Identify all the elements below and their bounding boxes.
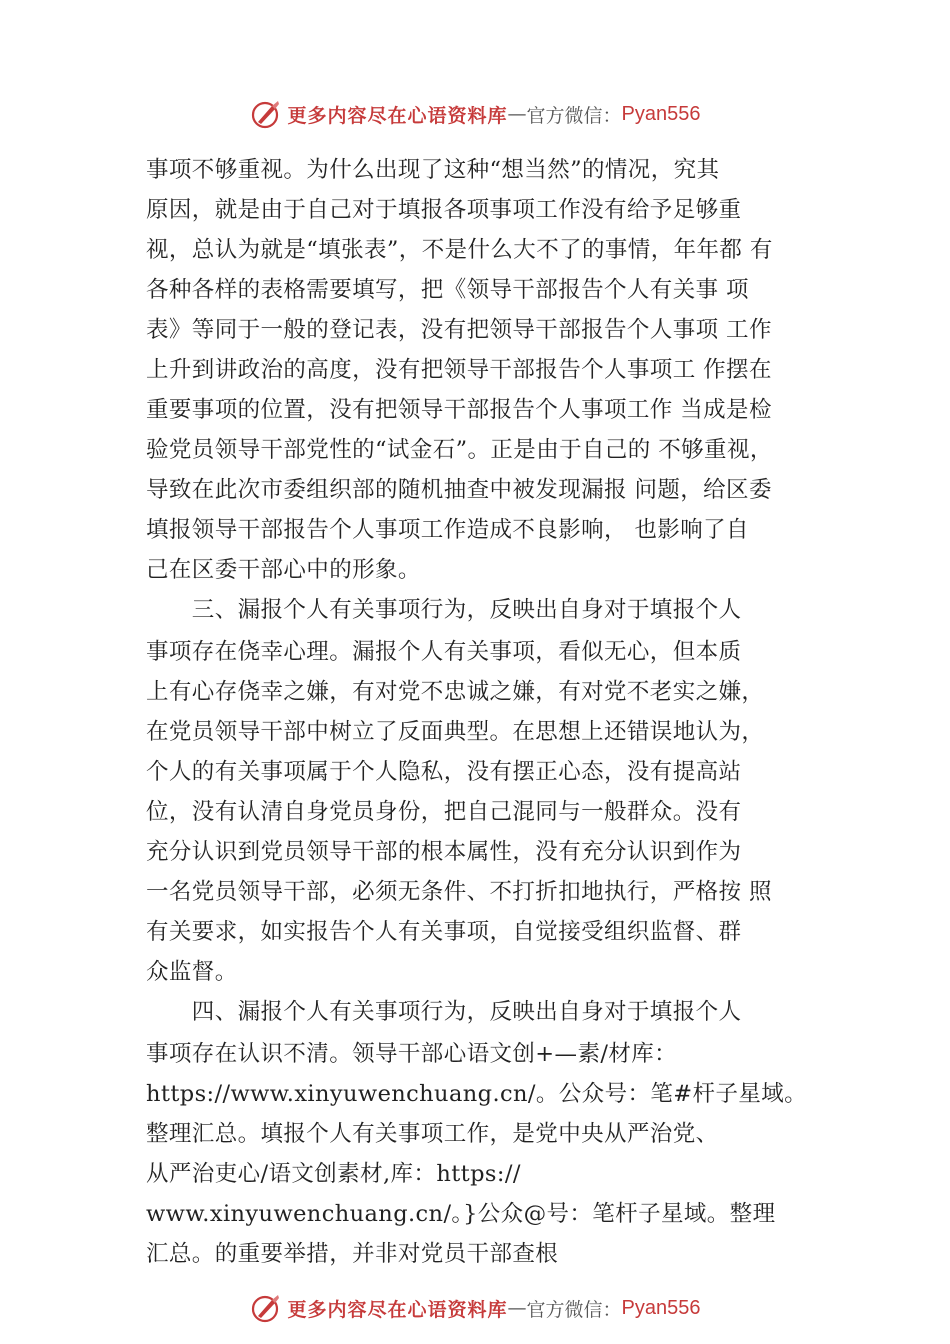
quill-logo-icon: [250, 98, 282, 130]
text-line: 导致在此次市委组织部的随机抽查中被发现漏报 问题，给区委: [146, 477, 772, 503]
text-line: 事项存在认识不清。领导干部心语文创+—素/材库：: [146, 1041, 678, 1067]
text-line: 汇总。的重要举措，并非对党员干部查根: [146, 1241, 559, 1267]
text-line: 验党员领导干部党性的“试金石”。正是由于自己的 不够重视，: [146, 437, 773, 463]
text-line: 从严治吏心/语文创素材,库：https://: [146, 1161, 521, 1187]
text-line: 重要事项的位置，没有把领导干部报告个人事项工作 当成是检: [146, 397, 772, 423]
text-line: https://www.xinyuwenchuang.cn/。公众号：笔#杆子星域。: [146, 1081, 808, 1107]
text-line: 三、漏报个人有关事项行为，反映出自身对于填报个人: [146, 597, 742, 623]
text-line: 表》等同于一般的登记表，没有把领导干部报告个人事项 工作: [146, 317, 772, 343]
banner-dash: —: [507, 103, 527, 125]
text-line: 上有心存侥幸之嫌，有对党不忠诚之嫌，有对党不老实之嫌，: [146, 679, 765, 705]
banner-label: 官方微信：: [526, 1298, 622, 1321]
text-line: 填报领导干部报告个人事项工作造成不良影响， 也影响了自: [146, 517, 749, 543]
text-line: 在党员领导干部中树立了反面典型。在思想上还错误地认为，: [146, 719, 765, 745]
text-line: 各种各样的表格需要填写，把《领导干部报告个人有关事 项: [146, 277, 749, 303]
footer-banner: [0, 1288, 950, 1328]
banner-label: 官方微信：: [526, 104, 622, 127]
text-line: 一名党员领导干部，必须无条件、不打折扣地执行，严格按 照: [146, 879, 772, 905]
banner-handle: Pyan556: [621, 102, 701, 125]
text-line: 事项不够重视。为什么出现了这种“想当然”的情况，究其: [146, 157, 720, 183]
header-banner: [0, 94, 950, 134]
text-line: 充分认识到党员领导干部的根本属性，没有充分认识到作为: [146, 839, 742, 865]
text-line: 己在区委干部心中的形象。: [146, 557, 421, 583]
text-line: 个人的有关事项属于个人隐私，没有摆正心态，没有提高站: [146, 759, 742, 785]
banner-title: 更多内容尽在心语资料库: [287, 104, 508, 127]
text-line: 视，总认为就是“填张表”，不是什么大不了的事情，年年都 有: [146, 237, 773, 263]
text-line: www.xinyuwenchuang.cn/。}公众@号：笔杆子星域。整理: [146, 1201, 776, 1227]
text-line: 众监督。: [146, 959, 238, 985]
text-line: 原因，就是由于自己对于填报各项事项工作没有给予足够重: [146, 197, 742, 223]
banner-handle: Pyan556: [621, 1296, 701, 1319]
text-line: 四、漏报个人有关事项行为，反映出自身对于填报个人: [146, 999, 742, 1025]
quill-logo-icon: [250, 1292, 282, 1324]
text-line: 整理汇总。填报个人有关事项工作，是党中央从严治党、: [146, 1121, 719, 1147]
text-line: 有关要求，如实报告个人有关事项，自觉接受组织监督、群: [146, 919, 742, 945]
text-line: 事项存在侥幸心理。漏报个人有关事项，看似无心，但本质: [146, 639, 742, 665]
text-line: 上升到讲政治的高度，没有把领导干部报告个人事项工 作摆在: [146, 357, 772, 383]
banner-dash: —: [507, 1297, 527, 1319]
banner-title: 更多内容尽在心语资料库: [287, 1298, 508, 1321]
text-line: 位，没有认清自身党员身份，把自己混同与一般群众。没有: [146, 799, 742, 825]
